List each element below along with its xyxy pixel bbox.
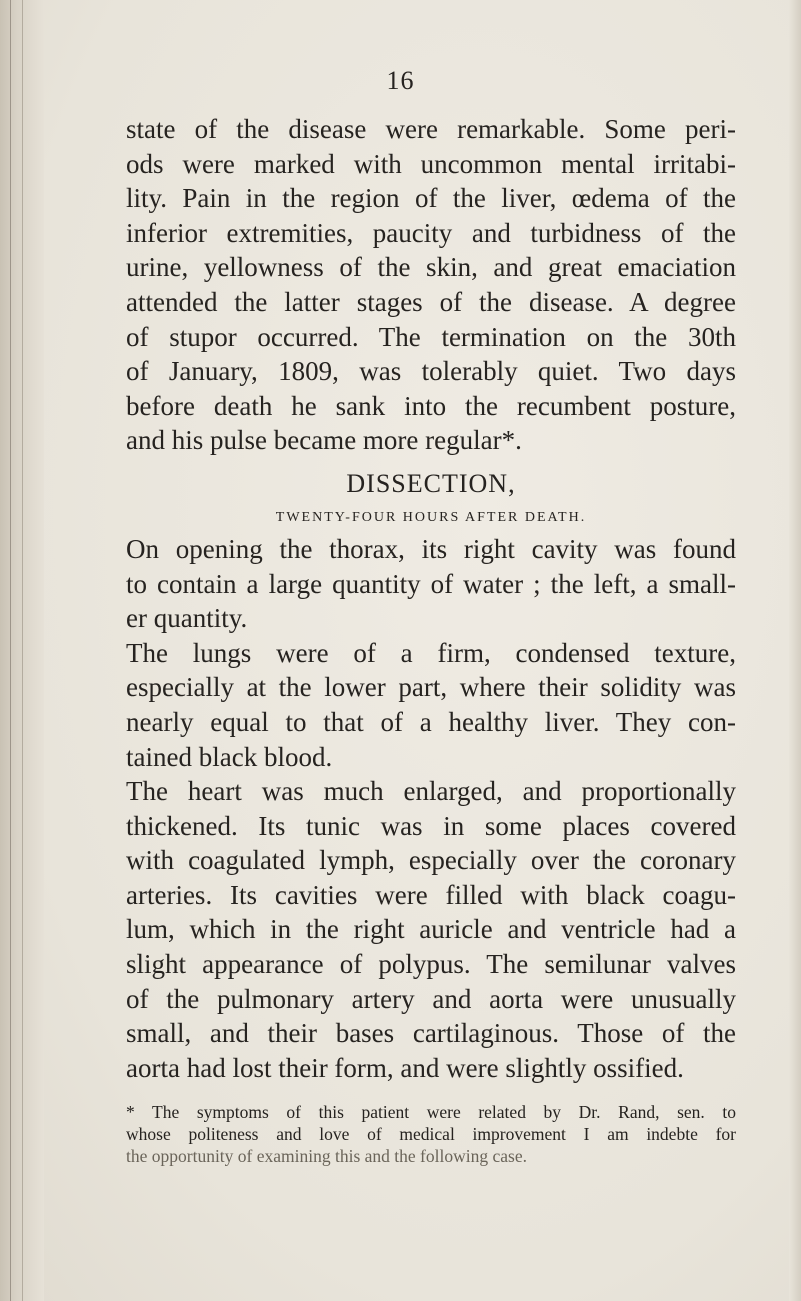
text-line: before death he sank into the recumbent posture, — [126, 390, 736, 421]
footnote-line: * The symptoms of this patient were related by Dr. Rand, sen. to — [126, 1102, 736, 1123]
text-line: thickened. Its tunic was in some places covered — [126, 810, 736, 841]
footnote — [126, 1101, 736, 1167]
section-subheading: TWENTY-FOUR HOURS AFTER DEATH. — [275, 509, 587, 525]
text-line: of January, 1809, was tolerably quiet. Two days — [126, 356, 736, 387]
paragraph-4 — [126, 774, 736, 1085]
text-line: of stupor occurred. The termination on the 30th — [126, 321, 736, 352]
text-line: small, and their bases cartilaginous. Those of the — [126, 1018, 736, 1049]
text-line: urine, yellowness of the skin, and great emaciation — [126, 252, 736, 283]
text-line: to contain a large quantity of water ; the left, a small- — [126, 568, 736, 599]
text-line: On opening the thorax, its right cavity was found — [126, 533, 736, 564]
text-line: attended the latter stages of the disease. A degree — [126, 286, 736, 317]
text-line: nearly equal to that of a healthy liver. They con- — [126, 706, 736, 737]
text-line: with coagulated lymph, especially over the coronary — [126, 845, 736, 876]
page-edge — [789, 0, 801, 1301]
text-line: ods were marked with uncommon mental irritabi- — [126, 148, 736, 179]
paragraph-1 — [126, 112, 736, 458]
text-line: slight appearance of polypus. The semilunar valves — [126, 949, 736, 980]
text-line: aorta had lost their form, and were slightly ossified. — [126, 1052, 684, 1083]
text-line: state of the disease were remarkable. Some peri- — [126, 114, 736, 144]
text-line: and his pulse became more regular*. — [126, 425, 522, 456]
text-line: tained black blood. — [126, 741, 333, 772]
text-line: arteries. Its cavities were filled with black coagu- — [126, 879, 736, 910]
paragraph-2 — [126, 532, 736, 636]
text-line: The heart was much enlarged, and proportionally — [126, 776, 736, 807]
section-heading: DISSECTION, — [346, 468, 516, 498]
text-line: er quantity. — [126, 603, 248, 634]
text-line: especially at the lower part, where their solidity was — [126, 672, 736, 703]
text-line: lity. Pain in the region of the liver, œdema of the — [126, 183, 736, 214]
text-line: lum, which in the right auricle and ventricle had a — [126, 914, 736, 945]
book-gutter — [0, 0, 44, 1301]
footnote-line: the opportunity of examining this and the following case. — [126, 1146, 527, 1167]
paragraph-3 — [126, 636, 736, 774]
text-line: inferior extremities, paucity and turbidness of the — [126, 217, 736, 248]
footnote-line: whose politeness and love of medical improvement I am indebte for — [126, 1124, 736, 1145]
text-line: The lungs were of a firm, condensed texture, — [126, 637, 736, 668]
page-text — [126, 112, 736, 1167]
page-number: 16 — [386, 66, 415, 95]
text-line: of the pulmonary artery and aorta were unusually — [126, 983, 736, 1014]
